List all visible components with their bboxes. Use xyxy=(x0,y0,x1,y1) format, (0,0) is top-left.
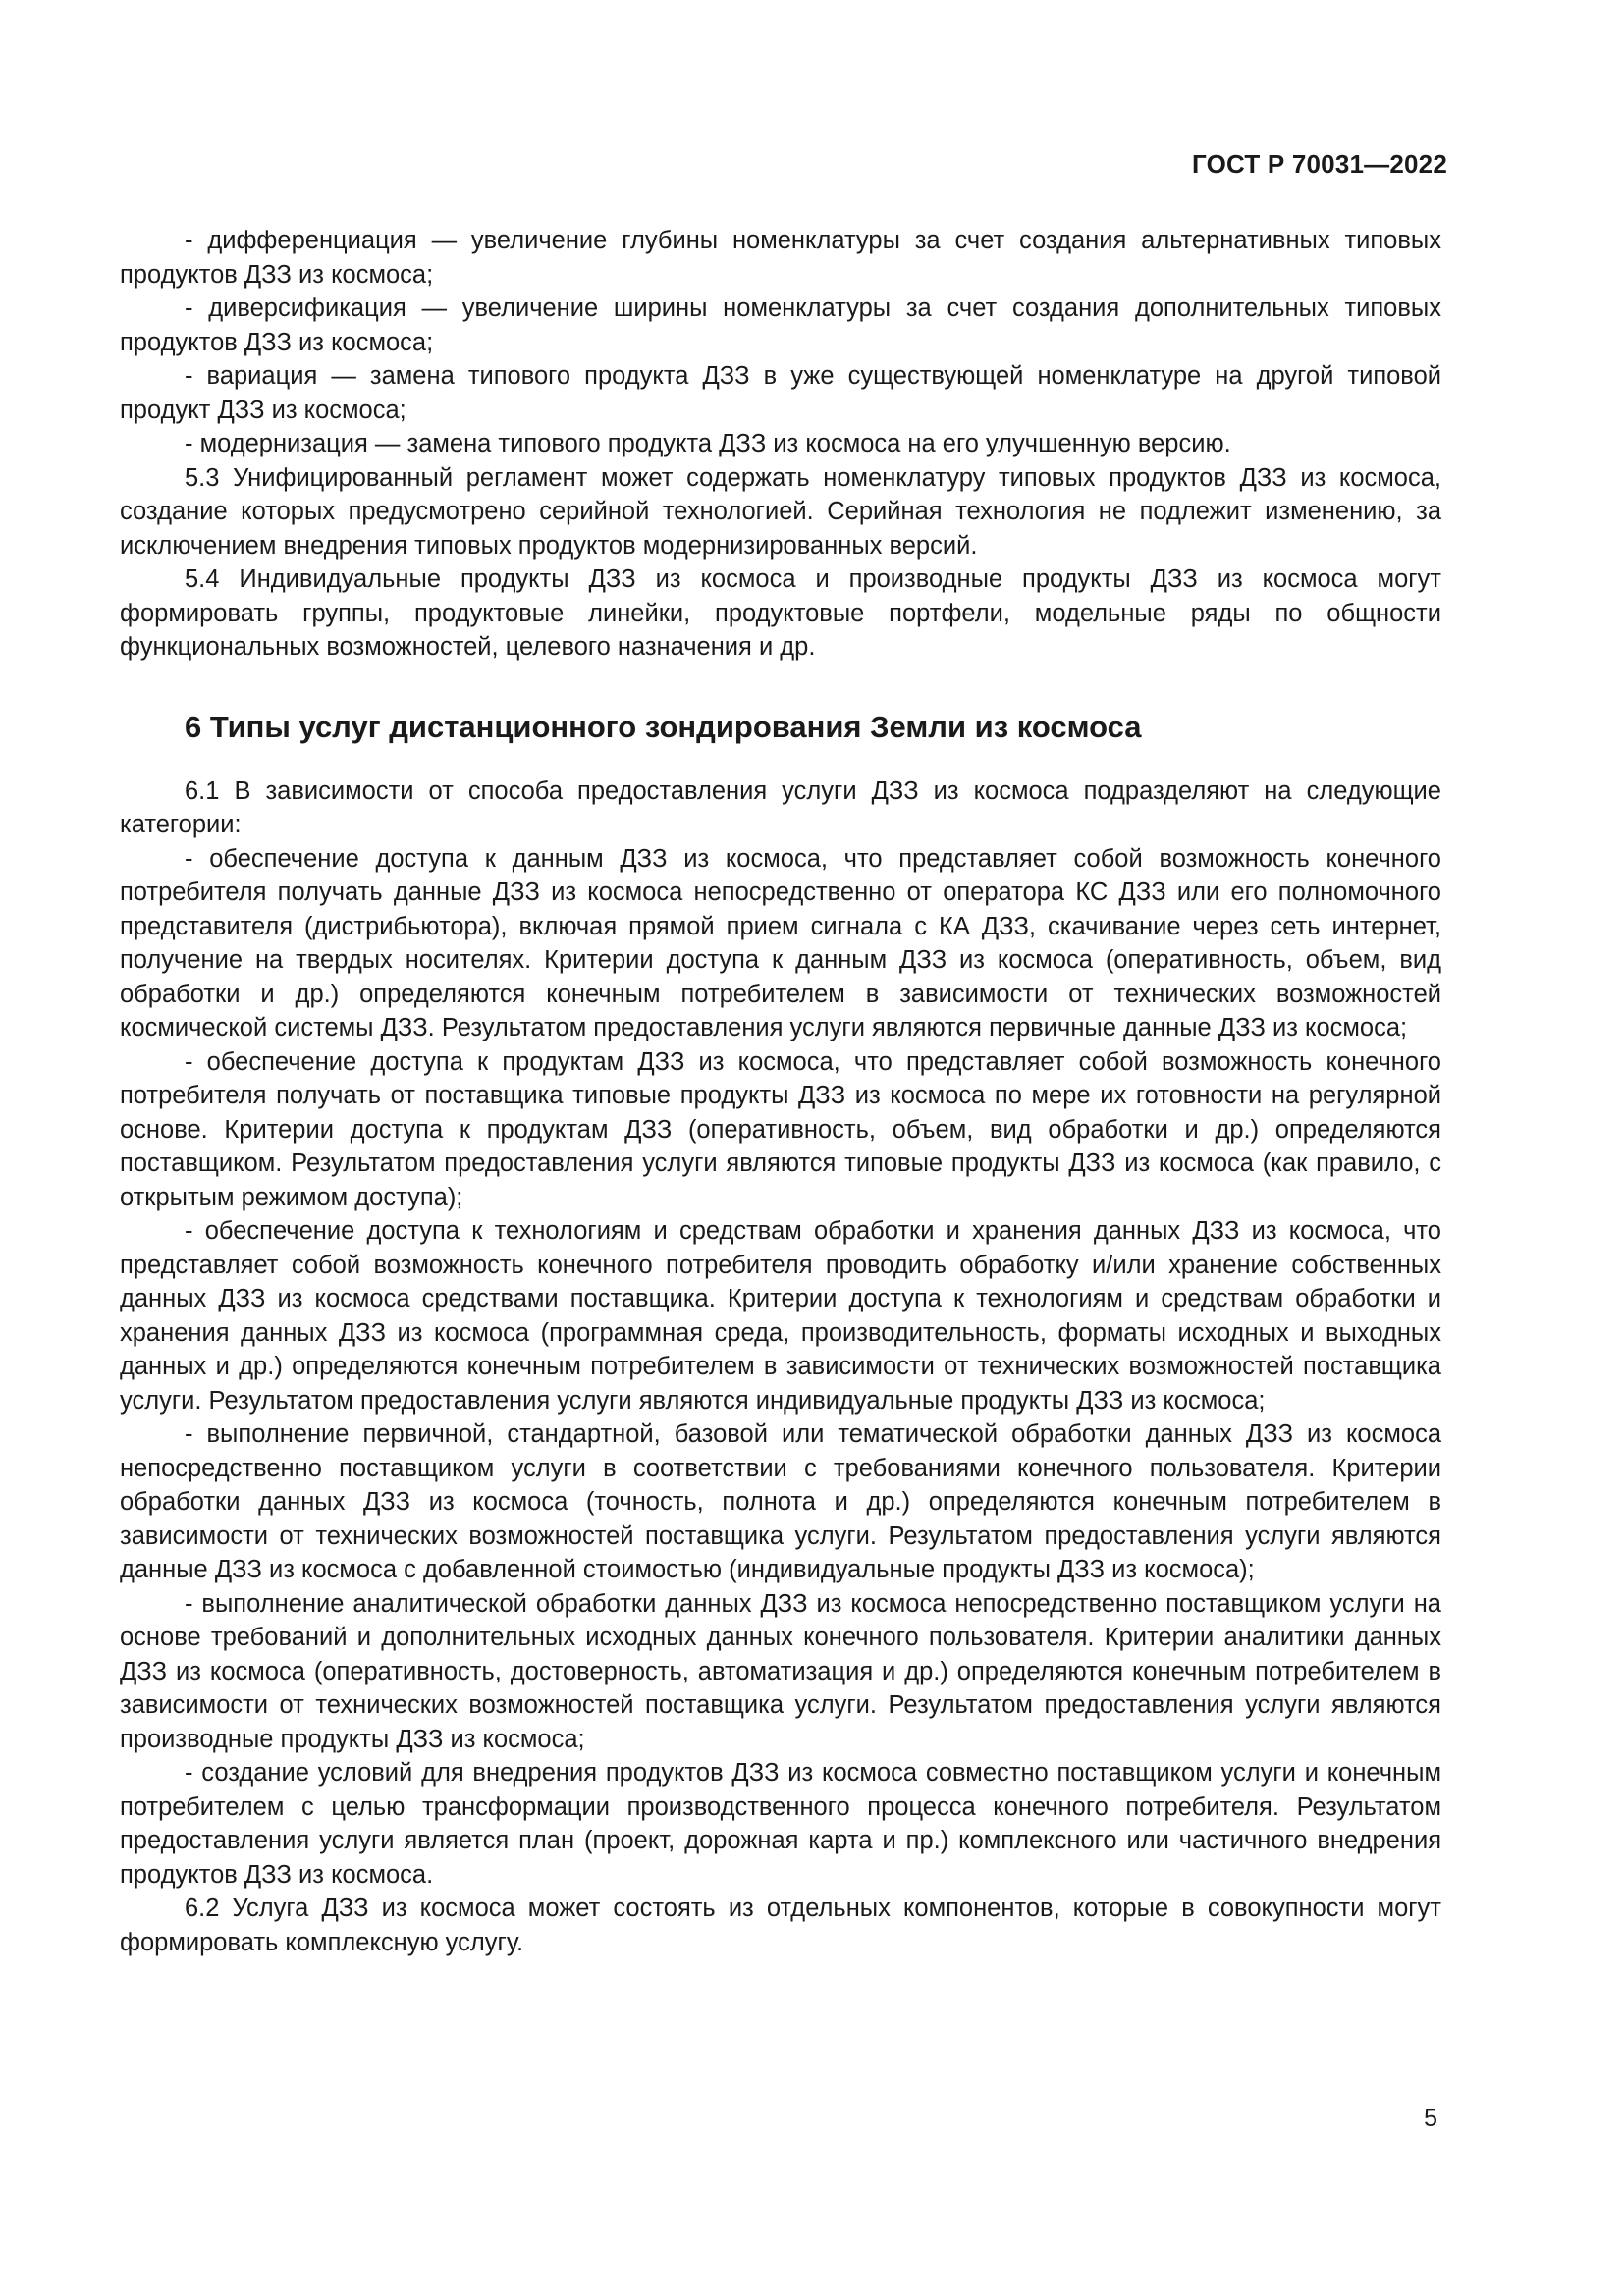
paragraph: - диверсификация — увеличение ширины номенклатуры за счет создания дополнительных типовых продуктов ДЗЗ из космоса; xyxy=(120,294,1441,356)
paragraph: - выполнение первичной, стандартной, базовой или тематической обработки данных ДЗЗ из космоса непосредственно поставщиком услуги в соответствии с требованиями конечного пользователя. Критерии обработки данных ДЗЗ из космоса (точность, полнота и др.) определяются конечным потребителем в зависимости от технических возможностей поставщика услуги. Результатом предоставления услуги являются данные ДЗЗ из космоса с добавленной стоимостью (индивидуальные продукты ДЗЗ из космоса); xyxy=(120,1420,1441,1583)
section-heading: 6 Типы услуг дистанционного зондирования Земли из космоса xyxy=(185,709,1142,744)
paragraph: - создание условий для внедрения продуктов ДЗЗ из космоса совместно поставщиком услуги и конечным потребителем с целью трансформации производственного процесса конечного потребителя. Результатом предоставления услуги является план (проект, дорожная карта и пр.) комплексного или частичного внедрения продуктов ДЗЗ из космоса. xyxy=(120,1759,1441,1889)
paragraph: - модернизация — замена типового продукта ДЗЗ из космоса на его улучшенную версию. xyxy=(185,430,1231,457)
document-code: ГОСТ Р 70031—2022 xyxy=(1192,149,1447,179)
page-number: 5 xyxy=(1424,2105,1437,2132)
page-content xyxy=(120,224,1441,1959)
paragraph: 5.4 Индивидуальные продукты ДЗЗ из космоса и производные продукты ДЗЗ из космоса могут формировать группы, продуктовые линейки, продуктовые портфели, модельные ряды по общности функциональных возможностей, целевого назначения и др. xyxy=(120,565,1441,661)
paragraph: - выполнение аналитической обработки данных ДЗЗ из космоса непосредственно поставщиком услуги на основе требований и дополнительных исходных данных конечного пользователя. Критерии аналитики данных ДЗЗ из космоса (оперативность, достоверность, автоматизация и др.) определяются конечным потребителем в зависимости от технических возможностей поставщика услуги. Результатом предоставления услуги являются производные продукты ДЗЗ из космоса; xyxy=(120,1589,1441,1753)
paragraph: - вариация — замена типового продукта ДЗЗ в уже существующей номенклатуре на другой типовой продукт ДЗЗ из космоса; xyxy=(120,362,1441,424)
section-5-continuation xyxy=(120,224,1441,665)
paragraph: - обеспечение доступа к технологиям и средствам обработки и хранения данных ДЗЗ из космоса, что представляет собой возможность конечного потребителя проводить обработку и/или хранение собственных данных ДЗЗ из космоса средствами поставщика. Критерии доступа к технологиям и средствам обработки и хранения данных ДЗЗ из космоса (программная среда, производительность, форматы исходных и выходных данных и др.) определяются конечным потребителем в зависимости от технических возможностей поставщика услуги. Результатом предоставления услуги являются индивидуальные продукты ДЗЗ из космоса; xyxy=(120,1217,1441,1415)
paragraph: 6.1 В зависимости от способа предоставления услуги ДЗЗ из космоса подразделяют на следующие категории: xyxy=(120,776,1441,838)
paragraph: 6.2 Услуга ДЗЗ из космоса может состоять из отдельных компонентов, которые в совокупности могут формировать комплексную услугу. xyxy=(120,1895,1441,1956)
section-6-body xyxy=(120,774,1441,1960)
paragraph: - обеспечение доступа к данным ДЗЗ из космоса, что представляет собой возможность конечного потребителя получать данные ДЗЗ из космоса непосредственно от оператора КС ДЗЗ или его полномочного представителя (дистрибьютора), включая прямой прием сигнала с КА ДЗЗ, скачивание через сеть интернет, получение на твердых носителях. Критерии доступа к данным ДЗЗ из космоса (оперативность, объем, вид обработки и др.) определяются конечным потребителем в зависимости от технических возможностей космической системы ДЗЗ. Результатом предоставления услуги являются первичные данные ДЗЗ из космоса; xyxy=(120,844,1441,1041)
paragraph: - обеспечение доступа к продуктам ДЗЗ из космоса, что представляет собой возможность конечного потребителя получать от поставщика типовые продукты ДЗЗ из космоса по мере их готовности на регулярной основе. Критерии доступа к продуктам ДЗЗ (оперативность, объем, вид обработки и др.) определяются поставщиком. Результатом предоставления услуги являются типовые продукты ДЗЗ из космоса (как правило, с открытым режимом доступа); xyxy=(120,1047,1441,1211)
paragraph: 5.3 Унифицированный регламент может содержать номенклатуру типовых продуктов ДЗЗ из космоса, создание которых предусмотрено серийной технологией. Серийная технология не подлежит изменению, за исключением внедрения типовых продуктов модернизированных версий. xyxy=(120,463,1441,560)
paragraph: - дифференциация — увеличение глубины номенклатуры за счет создания альтернативных типовых продуктов ДЗЗ из космоса; xyxy=(120,227,1441,289)
